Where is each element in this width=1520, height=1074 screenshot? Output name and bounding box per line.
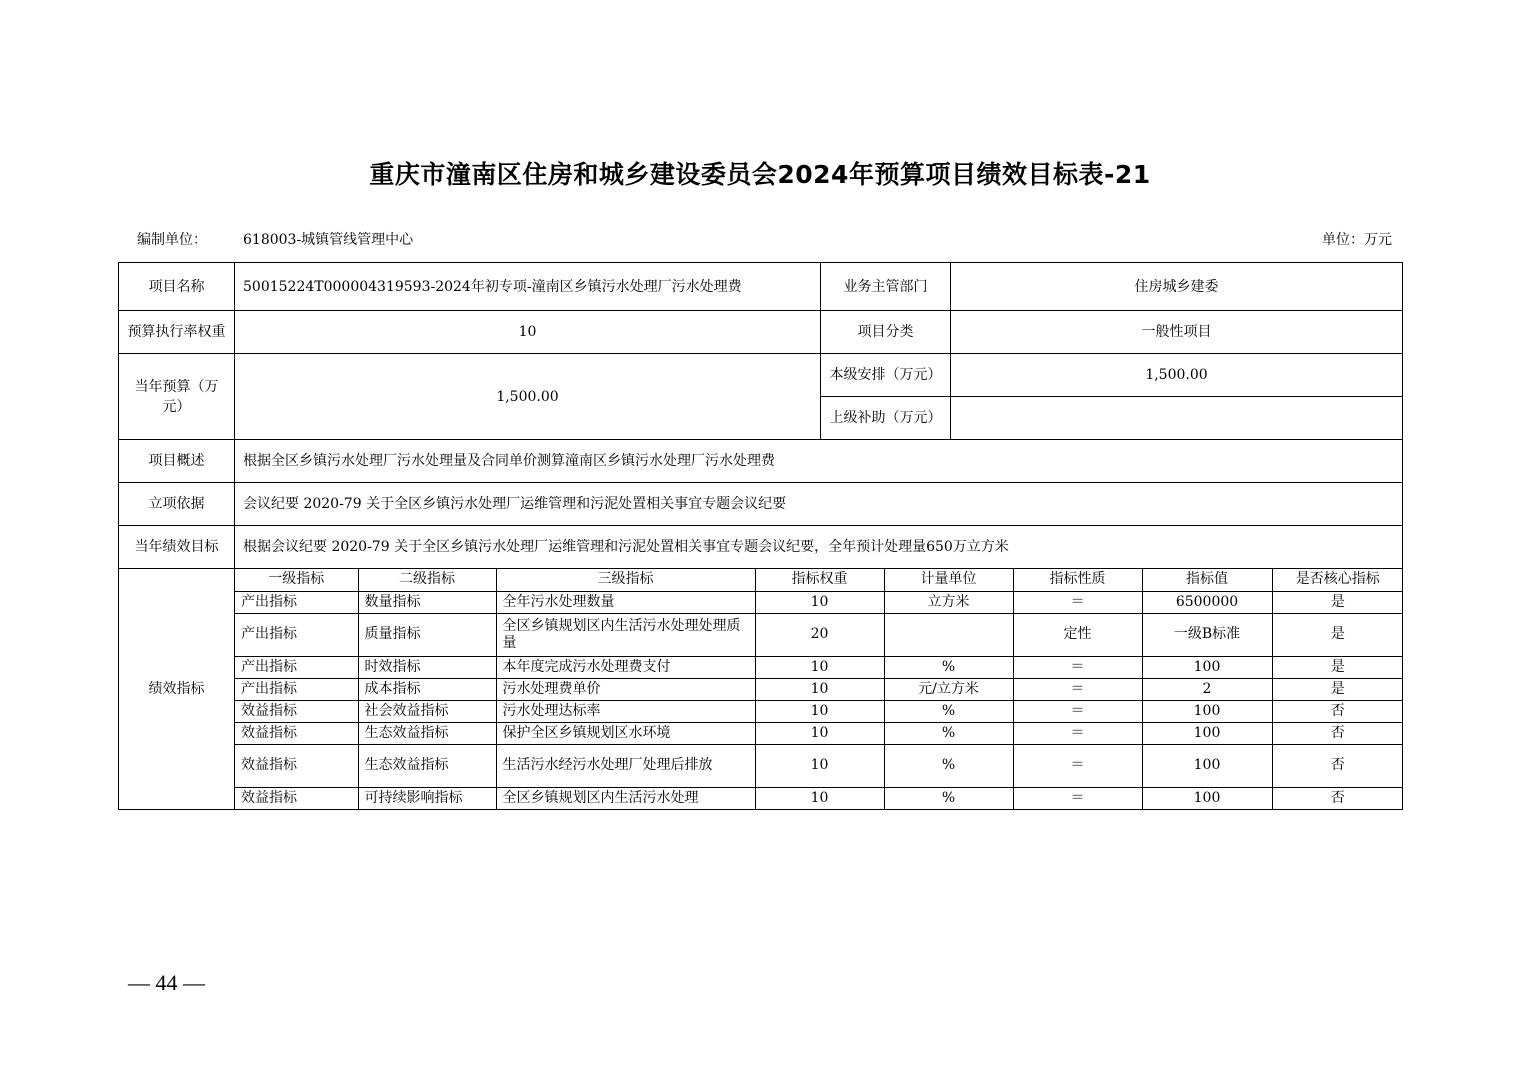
indicator-cell: 否 bbox=[1272, 787, 1403, 809]
indicator-cell: 效益指标 bbox=[235, 700, 358, 722]
indicator-cell: 可持续影响指标 bbox=[358, 787, 496, 809]
indicators-header-row bbox=[235, 569, 1403, 591]
weight-value: 10 bbox=[235, 311, 821, 354]
indicator-cell: 是 bbox=[1272, 656, 1403, 678]
budget-label: 当年预算（万元） bbox=[119, 354, 235, 440]
indicators-header-cell: 三级指标 bbox=[496, 569, 755, 591]
table-row bbox=[235, 656, 1403, 678]
indicator-cell: 产出指标 bbox=[235, 656, 358, 678]
indicator-cell: 100 bbox=[1142, 787, 1272, 809]
indicators-header-cell: 是否核心指标 bbox=[1272, 569, 1403, 591]
indicator-cell: 全区乡镇规划区内生活污水处理 bbox=[496, 787, 755, 809]
indicator-cell: 100 bbox=[1142, 656, 1272, 678]
subsidy-value bbox=[951, 397, 1403, 440]
page-title: 重庆市潼南区住房和城乡建设委员会2024年预算项目绩效目标表-21 bbox=[369, 160, 1151, 189]
indicator-cell: 否 bbox=[1272, 744, 1403, 787]
indicators-header-cell: 指标权重 bbox=[755, 569, 884, 591]
indicator-cell: 产出指标 bbox=[235, 613, 358, 656]
indicators-table bbox=[235, 569, 1403, 809]
indicator-cell: 100 bbox=[1142, 722, 1272, 744]
indicators-header-cell: 指标值 bbox=[1142, 569, 1272, 591]
indicator-cell: 10 bbox=[755, 722, 884, 744]
indicator-cell: ＝ bbox=[1013, 678, 1142, 700]
indicator-cell: ＝ bbox=[1013, 787, 1142, 809]
compiling-unit-label: 编制单位： bbox=[137, 232, 207, 248]
indicator-cell: 10 bbox=[755, 700, 884, 722]
overview-value: 根据全区乡镇污水处理厂污水处理量及合同单价测算潼南区乡镇污水处理厂污水处理费 bbox=[235, 440, 1403, 483]
indicators-label: 绩效指标 bbox=[119, 569, 235, 810]
table-row bbox=[235, 722, 1403, 744]
compiling-unit-value: 618003-城镇管线管理中心 bbox=[243, 232, 414, 248]
budget-value: 1,500.00 bbox=[235, 354, 821, 440]
indicator-cell: ＝ bbox=[1013, 591, 1142, 613]
project-name-value: 50015224T000004319593-2024年初专项-潼南区乡镇污水处理厂污水处理费 bbox=[235, 263, 821, 311]
project-name-label: 项目名称 bbox=[119, 263, 235, 311]
indicator-cell: % bbox=[884, 787, 1013, 809]
dept-label: 业务主管部门 bbox=[821, 263, 951, 311]
indicator-cell: ＝ bbox=[1013, 700, 1142, 722]
indicator-cell: 效益指标 bbox=[235, 722, 358, 744]
indicator-cell: 全年污水处理数量 bbox=[496, 591, 755, 613]
overview-label: 项目概述 bbox=[119, 440, 235, 483]
indicator-cell: 10 bbox=[755, 787, 884, 809]
basis-label: 立项依据 bbox=[119, 483, 235, 526]
indicator-cell: 2 bbox=[1142, 678, 1272, 700]
table-row bbox=[235, 613, 1403, 656]
indicator-cell: 时效指标 bbox=[358, 656, 496, 678]
indicator-cell: 是 bbox=[1272, 613, 1403, 656]
indicator-cell: 生态效益指标 bbox=[358, 722, 496, 744]
indicator-cell: 生活污水经污水处理厂处理后排放 bbox=[496, 744, 755, 787]
table-row bbox=[235, 744, 1403, 787]
table-row bbox=[235, 700, 1403, 722]
indicator-cell: 社会效益指标 bbox=[358, 700, 496, 722]
indicator-cell: 定性 bbox=[1013, 613, 1142, 656]
indicators-header-cell: 二级指标 bbox=[358, 569, 496, 591]
dept-value: 住房城乡建委 bbox=[951, 263, 1403, 311]
indicator-cell: % bbox=[884, 744, 1013, 787]
indicators-header-cell: 指标性质 bbox=[1013, 569, 1142, 591]
table-row bbox=[235, 678, 1403, 700]
indicator-cell: 全区乡镇规划区内生活污水处理处理质量 bbox=[496, 613, 755, 656]
indicator-cell: 元/立方米 bbox=[884, 678, 1013, 700]
indicator-cell: % bbox=[884, 656, 1013, 678]
indicator-cell: 一级B标准 bbox=[1142, 613, 1272, 656]
indicator-cell: ＝ bbox=[1013, 744, 1142, 787]
indicator-cell: 20 bbox=[755, 613, 884, 656]
indicator-cell: 10 bbox=[755, 591, 884, 613]
page-number: — 44 — bbox=[128, 970, 205, 995]
table-row bbox=[235, 591, 1403, 613]
indicators-header-cell: 一级指标 bbox=[235, 569, 358, 591]
local-arrangement-value: 1,500.00 bbox=[951, 354, 1403, 397]
indicator-cell: 本年度完成污水处理费支付 bbox=[496, 656, 755, 678]
indicator-cell: % bbox=[884, 722, 1013, 744]
indicator-cell: 数量指标 bbox=[358, 591, 496, 613]
indicators-header-cell: 计量单位 bbox=[884, 569, 1013, 591]
indicator-cell bbox=[884, 613, 1013, 656]
indicator-cell: 10 bbox=[755, 656, 884, 678]
category-label: 项目分类 bbox=[821, 311, 951, 354]
indicators-cell bbox=[235, 569, 1403, 810]
indicator-cell: 产出指标 bbox=[235, 678, 358, 700]
basis-value: 会议纪要 2020-79 关于全区乡镇污水处理厂运维管理和污泥处置相关事宜专题会议纪要 bbox=[235, 483, 1403, 526]
indicator-cell: 否 bbox=[1272, 722, 1403, 744]
indicator-cell: 10 bbox=[755, 744, 884, 787]
indicator-cell: 是 bbox=[1272, 591, 1403, 613]
table-row bbox=[235, 787, 1403, 809]
goal-value: 根据会议纪要 2020-79 关于全区乡镇污水处理厂运维管理和污泥处置相关事宜专题会议纪要，全年预计处理量650万立方米 bbox=[235, 526, 1403, 569]
indicator-cell: % bbox=[884, 700, 1013, 722]
indicator-cell: 否 bbox=[1272, 700, 1403, 722]
indicator-cell: 立方米 bbox=[884, 591, 1013, 613]
indicator-cell: 6500000 bbox=[1142, 591, 1272, 613]
category-value: 一般性项目 bbox=[951, 311, 1403, 354]
indicator-cell: 产出指标 bbox=[235, 591, 358, 613]
indicator-cell: 效益指标 bbox=[235, 744, 358, 787]
indicator-cell: 质量指标 bbox=[358, 613, 496, 656]
indicator-cell: 污水处理达标率 bbox=[496, 700, 755, 722]
performance-target-table bbox=[118, 262, 1403, 810]
indicator-cell: ＝ bbox=[1013, 722, 1142, 744]
indicator-cell: 成本指标 bbox=[358, 678, 496, 700]
indicator-cell: ＝ bbox=[1013, 656, 1142, 678]
goal-label: 当年绩效目标 bbox=[119, 526, 235, 569]
money-unit: 单位：万元 bbox=[1322, 232, 1392, 248]
indicator-cell: 是 bbox=[1272, 678, 1403, 700]
weight-label: 预算执行率权重 bbox=[119, 311, 235, 354]
indicator-cell: 效益指标 bbox=[235, 787, 358, 809]
local-arrangement-label: 本级安排（万元） bbox=[821, 354, 951, 397]
indicator-cell: 污水处理费单价 bbox=[496, 678, 755, 700]
indicator-cell: 保护全区乡镇规划区水环境 bbox=[496, 722, 755, 744]
indicator-cell: 100 bbox=[1142, 700, 1272, 722]
indicator-cell: 生态效益指标 bbox=[358, 744, 496, 787]
subsidy-label: 上级补助（万元） bbox=[821, 397, 951, 440]
compiling-unit bbox=[137, 229, 413, 249]
indicator-cell: 10 bbox=[755, 678, 884, 700]
indicator-cell: 100 bbox=[1142, 744, 1272, 787]
